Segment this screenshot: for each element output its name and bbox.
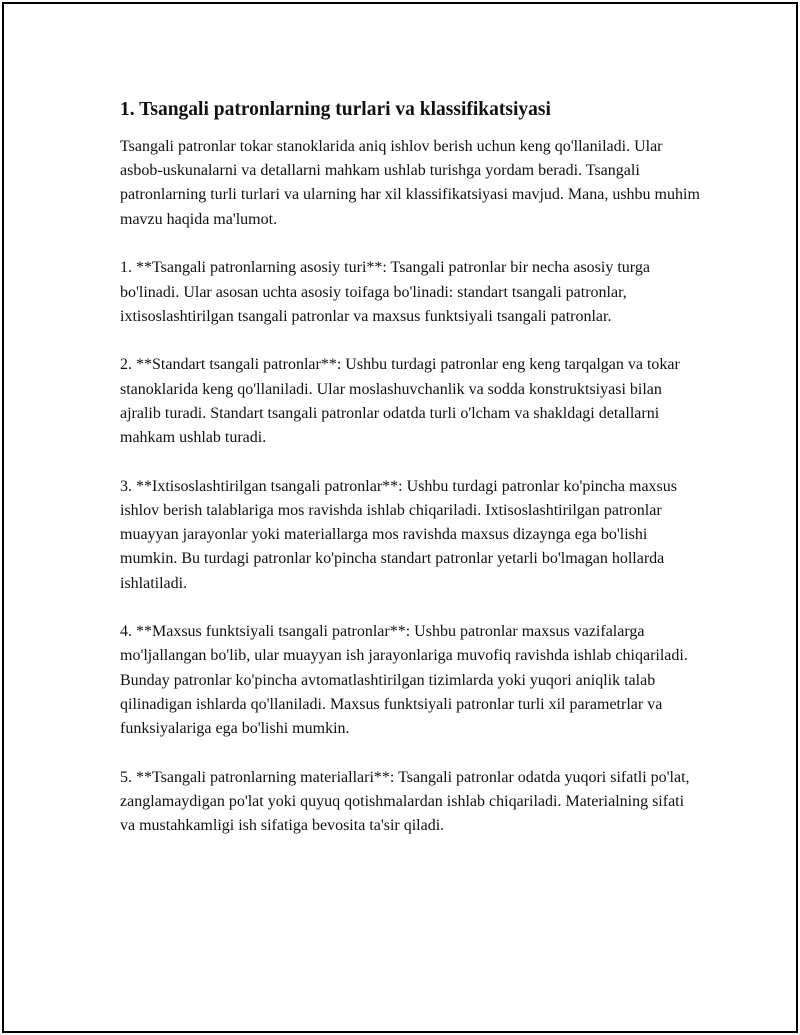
document-title: 1. Tsangali patronlarning turlari va klassifikatsiyasi	[120, 99, 551, 120]
page-border	[2, 2, 798, 1033]
section-1-paragraph: 1. **Tsangali patronlarning asosiy turi**: Tsangali patronlar bir necha asosiy turga bo'linadi. Ular asosan uchta asosiy toifaga bo'linadi: standart tsangali patronlar, ixtisoslashtirilgan tsangali patronlar va maxsus funktsiyali tsangali patronlar.	[120, 259, 650, 325]
document-body	[120, 98, 700, 863]
section-2-paragraph: 2. **Standart tsangali patronlar**: Ushbu turdagi patronlar eng keng tarqalgan va tokar stanoklarida keng qo'llaniladi. Ular moslashuvchanlik va sodda konstruktsiyasi bilan ajralib turadi. Standart tsangali patronlar odatda turli o'lcham va shakldagi detallarni mahkam ushlab turadi.	[120, 356, 680, 447]
section-3-paragraph: 3. **Ixtisoslashtirilgan tsangali patronlar**: Ushbu turdagi patronlar ko'pincha maxsus ishlov berish talablariga mos ravishda ishlab chiqariladi. Ixtisoslashtirilgan patronlar muayyan jarayonlar yoki materiallarga mos ravishda maxsus dizaynga ega bo'lishi mumkin. Bu turdagi patronlar ko'pincha standart patronlar yetarli bo'lmagan hollarda ishlatiladi.	[120, 477, 677, 592]
section-5-paragraph: 5. **Tsangali patronlarning materiallari**: Tsangali patronlar odatda yuqori sifatli po'lat, zanglamaydigan po'lat yoki quyuq qotishmalardan ishlab chiqariladi. Materialning sifati va mustahkamligi ish sifatiga bevosita ta'sir qiladi.	[120, 768, 690, 835]
intro-paragraph: Tsangali patronlar tokar stanoklarida aniq ishlov berish uchun keng qo'llaniladi. Ular asbob-uskunalarni va detallarni mahkam ushlab turishga yordam beradi. Tsangali patronlarning turli turlari va ularning har xil klassifikatsiyasi mavjud. Mana, ushbu muhim mavzu haqida ma'lumot.	[120, 138, 700, 228]
section-4-paragraph: 4. **Maxsus funktsiyali tsangali patronlar**: Ushbu patronlar maxsus vazifalarga mo'ljallangan bo'lib, ular muayyan ish jarayonlariga muvofiq ravishda ishlab chiqariladi. Bunday patronlar ko'pincha avtomatlashtirilgan tizimlarda yoki yuqori aniqlik talab qilinadigan ishlarda qo'llaniladi. Maxsus funktsiyali patronlar turli xil parametrlar va funksiyalariga ega bo'lishi mumkin.	[120, 623, 688, 738]
